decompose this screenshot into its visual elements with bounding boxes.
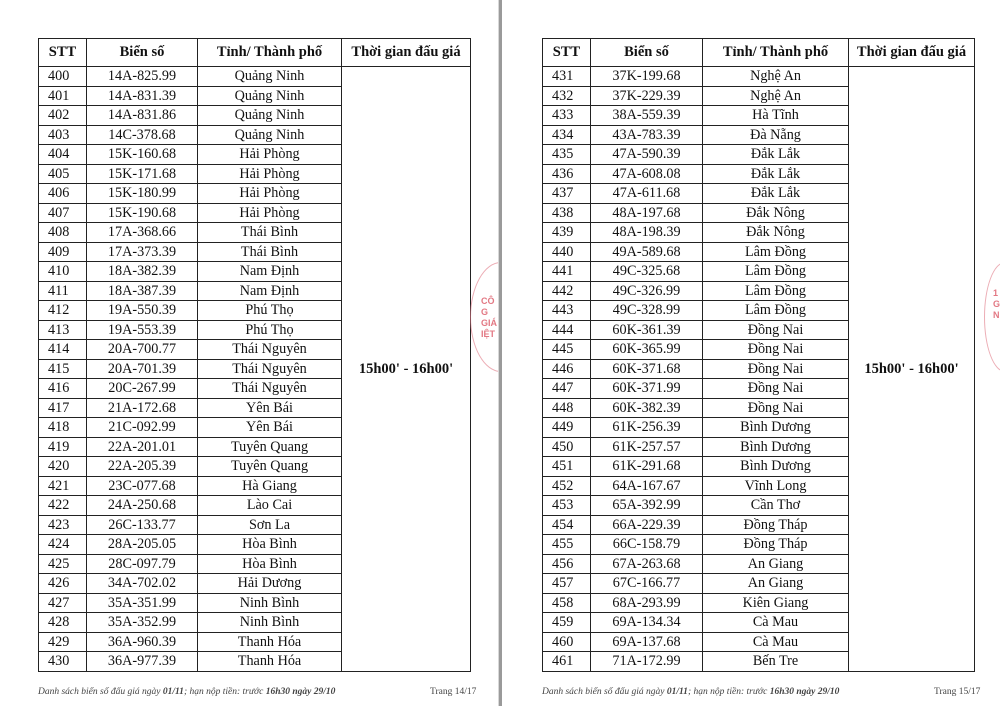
cell-plate: 49C-325.68 (591, 262, 703, 282)
cell-province: Đồng Nai (703, 320, 849, 340)
cell-plate: 66C-158.79 (591, 535, 703, 555)
cell-province: Đắk Lắk (703, 145, 849, 165)
cell-province: Bình Dương (703, 418, 849, 438)
cell-plate: 15K-160.68 (87, 145, 198, 165)
cell-plate: 61K-256.39 (591, 418, 703, 438)
cell-province: Hà Tĩnh (703, 106, 849, 126)
cell-stt: 451 (543, 457, 591, 477)
cell-plate: 37K-229.39 (591, 86, 703, 106)
cell-stt: 430 (39, 652, 87, 672)
cell-province: Thanh Hóa (198, 632, 342, 652)
cell-plate: 36A-960.39 (87, 632, 198, 652)
cell-plate: 67C-166.77 (591, 574, 703, 594)
cell-plate: 17A-373.39 (87, 242, 198, 262)
cell-plate: 69A-134.34 (591, 613, 703, 633)
cell-province: Thái Bình (198, 242, 342, 262)
cell-stt: 404 (39, 145, 87, 165)
cell-plate: 35A-351.99 (87, 593, 198, 613)
cell-stt: 402 (39, 106, 87, 126)
cell-stt: 409 (39, 242, 87, 262)
document-page-15 (502, 0, 1000, 706)
cell-plate: 17A-368.66 (87, 223, 198, 243)
cell-stt: 461 (543, 652, 591, 672)
cell-stt: 444 (543, 320, 591, 340)
cell-stt: 456 (543, 554, 591, 574)
cell-province: Hà Giang (198, 476, 342, 496)
cell-province: Yên Bái (198, 398, 342, 418)
cell-plate: 19A-553.39 (87, 320, 198, 340)
cell-plate: 48A-198.39 (591, 223, 703, 243)
cell-plate: 61K-257.57 (591, 437, 703, 457)
cell-stt: 453 (543, 496, 591, 516)
cell-stt: 427 (39, 593, 87, 613)
cell-plate: 26C-133.77 (87, 515, 198, 535)
cell-province: Lâm Đồng (703, 301, 849, 321)
cell-province: Hòa Bình (198, 535, 342, 555)
cell-plate: 14C-378.68 (87, 125, 198, 145)
cell-plate: 20A-700.77 (87, 340, 198, 360)
cell-stt: 403 (39, 125, 87, 145)
cell-province: Nam Định (198, 281, 342, 301)
cell-stt: 443 (543, 301, 591, 321)
cell-province: Vĩnh Long (703, 476, 849, 496)
cell-stt: 437 (543, 184, 591, 204)
cell-stt: 431 (543, 67, 591, 87)
cell-plate: 60K-371.68 (591, 359, 703, 379)
cell-stt: 450 (543, 437, 591, 457)
cell-stt: 428 (39, 613, 87, 633)
cell-stt: 420 (39, 457, 87, 477)
cell-stt: 432 (543, 86, 591, 106)
cell-stt: 433 (543, 106, 591, 126)
cell-stt: 440 (543, 242, 591, 262)
cell-province: An Giang (703, 554, 849, 574)
cell-province: Đồng Nai (703, 379, 849, 399)
cell-stt: 449 (543, 418, 591, 438)
cell-province: Lào Cai (198, 496, 342, 516)
cell-plate: 71A-172.99 (591, 652, 703, 672)
cell-stt: 401 (39, 86, 87, 106)
table-header-row (543, 39, 975, 67)
cell-province: Hải Phòng (198, 145, 342, 165)
cell-stt: 452 (543, 476, 591, 496)
cell-province: Phú Thọ (198, 320, 342, 340)
cell-plate: 18A-387.39 (87, 281, 198, 301)
cell-stt: 415 (39, 359, 87, 379)
cell-plate: 28A-205.05 (87, 535, 198, 555)
cell-plate: 61K-291.68 (591, 457, 703, 477)
cell-province: Nghệ An (703, 86, 849, 106)
header-stt: STT (543, 39, 591, 67)
cell-plate: 20C-267.99 (87, 379, 198, 399)
cell-plate: 65A-392.99 (591, 496, 703, 516)
cell-plate: 15K-190.68 (87, 203, 198, 223)
cell-plate: 28C-097.79 (87, 554, 198, 574)
cell-stt: 422 (39, 496, 87, 516)
cell-province: Thái Bình (198, 223, 342, 243)
cell-province: Cần Thơ (703, 496, 849, 516)
cell-stt: 448 (543, 398, 591, 418)
cell-plate: 49A-589.68 (591, 242, 703, 262)
cell-province: Kiên Giang (703, 593, 849, 613)
stamp-fragment-text: 1 G N (993, 288, 1000, 320)
cell-plate: 15K-171.68 (87, 164, 198, 184)
cell-province: Đắk Nông (703, 203, 849, 223)
cell-province: Thanh Hóa (198, 652, 342, 672)
header-auction-time: Thời gian đấu giá (849, 39, 975, 67)
cell-stt: 412 (39, 301, 87, 321)
cell-stt: 441 (543, 262, 591, 282)
cell-stt: 436 (543, 164, 591, 184)
cell-stt: 429 (39, 632, 87, 652)
cell-province: Cà Mau (703, 632, 849, 652)
cell-province: Quảng Ninh (198, 67, 342, 87)
header-stt: STT (39, 39, 87, 67)
cell-province: Hải Phòng (198, 184, 342, 204)
cell-province: Đắk Lắk (703, 164, 849, 184)
cell-stt: 455 (543, 535, 591, 555)
cell-province: Cà Mau (703, 613, 849, 633)
cell-stt: 445 (543, 340, 591, 360)
header-auction-time: Thời gian đấu giá (342, 39, 471, 67)
cell-province: Thái Nguyên (198, 359, 342, 379)
plate-table (542, 38, 975, 672)
cell-stt: 434 (543, 125, 591, 145)
cell-plate: 48A-197.68 (591, 203, 703, 223)
cell-stt: 400 (39, 67, 87, 87)
cell-plate: 37K-199.68 (591, 67, 703, 87)
cell-stt: 414 (39, 340, 87, 360)
header-plate: Biển số (87, 39, 198, 67)
cell-stt: 413 (39, 320, 87, 340)
cell-plate: 60K-371.99 (591, 379, 703, 399)
cell-stt: 410 (39, 262, 87, 282)
cell-province: Đồng Tháp (703, 535, 849, 555)
cell-auction-time: 15h00' - 16h00' (342, 67, 471, 672)
cell-stt: 421 (39, 476, 87, 496)
cell-plate: 22A-201.01 (87, 437, 198, 457)
cell-plate: 69A-137.68 (591, 632, 703, 652)
cell-plate: 22A-205.39 (87, 457, 198, 477)
cell-plate: 21A-172.68 (87, 398, 198, 418)
cell-stt: 457 (543, 574, 591, 594)
cell-stt: 417 (39, 398, 87, 418)
header-plate: Biển số (591, 39, 703, 67)
page-number: Trang 14/17 (430, 687, 477, 697)
cell-plate: 47A-590.39 (591, 145, 703, 165)
table-row (543, 67, 975, 87)
cell-province: Phú Thọ (198, 301, 342, 321)
cell-plate: 14A-831.86 (87, 106, 198, 126)
cell-plate: 20A-701.39 (87, 359, 198, 379)
cell-province: Quảng Ninh (198, 86, 342, 106)
cell-plate: 43A-783.39 (591, 125, 703, 145)
cell-stt: 458 (543, 593, 591, 613)
cell-stt: 460 (543, 632, 591, 652)
stamp-fragment-text: CÔ G GIÁ IỆT (481, 296, 498, 339)
cell-plate: 67A-263.68 (591, 554, 703, 574)
cell-province: An Giang (703, 574, 849, 594)
cell-plate: 35A-352.99 (87, 613, 198, 633)
cell-stt: 424 (39, 535, 87, 555)
cell-province: Lâm Đồng (703, 242, 849, 262)
cell-stt: 459 (543, 613, 591, 633)
cell-province: Lâm Đồng (703, 262, 849, 282)
document-page-14 (0, 0, 499, 706)
cell-province: Quảng Ninh (198, 106, 342, 126)
cell-province: Đà Nẵng (703, 125, 849, 145)
cell-plate: 49C-326.99 (591, 281, 703, 301)
cell-province: Thái Nguyên (198, 379, 342, 399)
cell-province: Ninh Bình (198, 593, 342, 613)
cell-province: Ninh Bình (198, 613, 342, 633)
cell-plate: 14A-831.39 (87, 86, 198, 106)
cell-plate: 15K-180.99 (87, 184, 198, 204)
table-header-row (39, 39, 471, 67)
cell-province: Bình Dương (703, 457, 849, 477)
table-body (39, 67, 471, 672)
cell-plate: 36A-977.39 (87, 652, 198, 672)
table-body (543, 67, 975, 672)
cell-stt: 407 (39, 203, 87, 223)
cell-stt: 406 (39, 184, 87, 204)
cell-stt: 425 (39, 554, 87, 574)
cell-auction-time: 15h00' - 16h00' (849, 67, 975, 672)
plate-table (38, 38, 471, 672)
cell-province: Đồng Nai (703, 398, 849, 418)
cell-stt: 426 (39, 574, 87, 594)
cell-province: Bến Tre (703, 652, 849, 672)
cell-plate: 38A-559.39 (591, 106, 703, 126)
cell-stt: 447 (543, 379, 591, 399)
cell-plate: 60K-382.39 (591, 398, 703, 418)
cell-province: Nam Định (198, 262, 342, 282)
cell-province: Tuyên Quang (198, 437, 342, 457)
cell-plate: 21C-092.99 (87, 418, 198, 438)
cell-plate: 47A-611.68 (591, 184, 703, 204)
cell-plate: 60K-365.99 (591, 340, 703, 360)
cell-province: Đắk Nông (703, 223, 849, 243)
cell-plate: 14A-825.99 (87, 67, 198, 87)
cell-plate: 47A-608.08 (591, 164, 703, 184)
cell-plate: 19A-550.39 (87, 301, 198, 321)
cell-province: Hải Dương (198, 574, 342, 594)
cell-stt: 439 (543, 223, 591, 243)
cell-plate: 24A-250.68 (87, 496, 198, 516)
cell-stt: 423 (39, 515, 87, 535)
cell-province: Nghệ An (703, 67, 849, 87)
cell-province: Đồng Nai (703, 359, 849, 379)
header-province: Tỉnh/ Thành phố (703, 39, 849, 67)
page-footer-note: Danh sách biển số đấu giá ngày 01/11; hạn nộp tiền: trước 16h30 ngày 29/10 (542, 687, 840, 697)
cell-province: Đồng Tháp (703, 515, 849, 535)
cell-stt: 408 (39, 223, 87, 243)
cell-plate: 68A-293.99 (591, 593, 703, 613)
cell-province: Đắk Lắk (703, 184, 849, 204)
cell-plate: 34A-702.02 (87, 574, 198, 594)
cell-stt: 438 (543, 203, 591, 223)
cell-province: Thái Nguyên (198, 340, 342, 360)
header-province: Tỉnh/ Thành phố (198, 39, 342, 67)
cell-stt: 454 (543, 515, 591, 535)
cell-stt: 418 (39, 418, 87, 438)
cell-stt: 435 (543, 145, 591, 165)
cell-province: Tuyên Quang (198, 457, 342, 477)
cell-plate: 64A-167.67 (591, 476, 703, 496)
cell-province: Hải Phòng (198, 203, 342, 223)
cell-stt: 442 (543, 281, 591, 301)
table-row (39, 67, 471, 87)
cell-plate: 66A-229.39 (591, 515, 703, 535)
cell-province: Hải Phòng (198, 164, 342, 184)
cell-province: Yên Bái (198, 418, 342, 438)
page-number: Trang 15/17 (934, 687, 981, 697)
cell-province: Lâm Đồng (703, 281, 849, 301)
cell-plate: 18A-382.39 (87, 262, 198, 282)
cell-plate: 49C-328.99 (591, 301, 703, 321)
cell-plate: 23C-077.68 (87, 476, 198, 496)
cell-plate: 60K-361.39 (591, 320, 703, 340)
cell-stt: 411 (39, 281, 87, 301)
cell-province: Đồng Nai (703, 340, 849, 360)
cell-stt: 416 (39, 379, 87, 399)
cell-province: Sơn La (198, 515, 342, 535)
cell-province: Bình Dương (703, 437, 849, 457)
page-footer-note: Danh sách biển số đấu giá ngày 01/11; hạn nộp tiền: trước 16h30 ngày 29/10 (38, 687, 336, 697)
cell-stt: 419 (39, 437, 87, 457)
cell-province: Hòa Bình (198, 554, 342, 574)
cell-stt: 446 (543, 359, 591, 379)
cell-stt: 405 (39, 164, 87, 184)
cell-province: Quảng Ninh (198, 125, 342, 145)
